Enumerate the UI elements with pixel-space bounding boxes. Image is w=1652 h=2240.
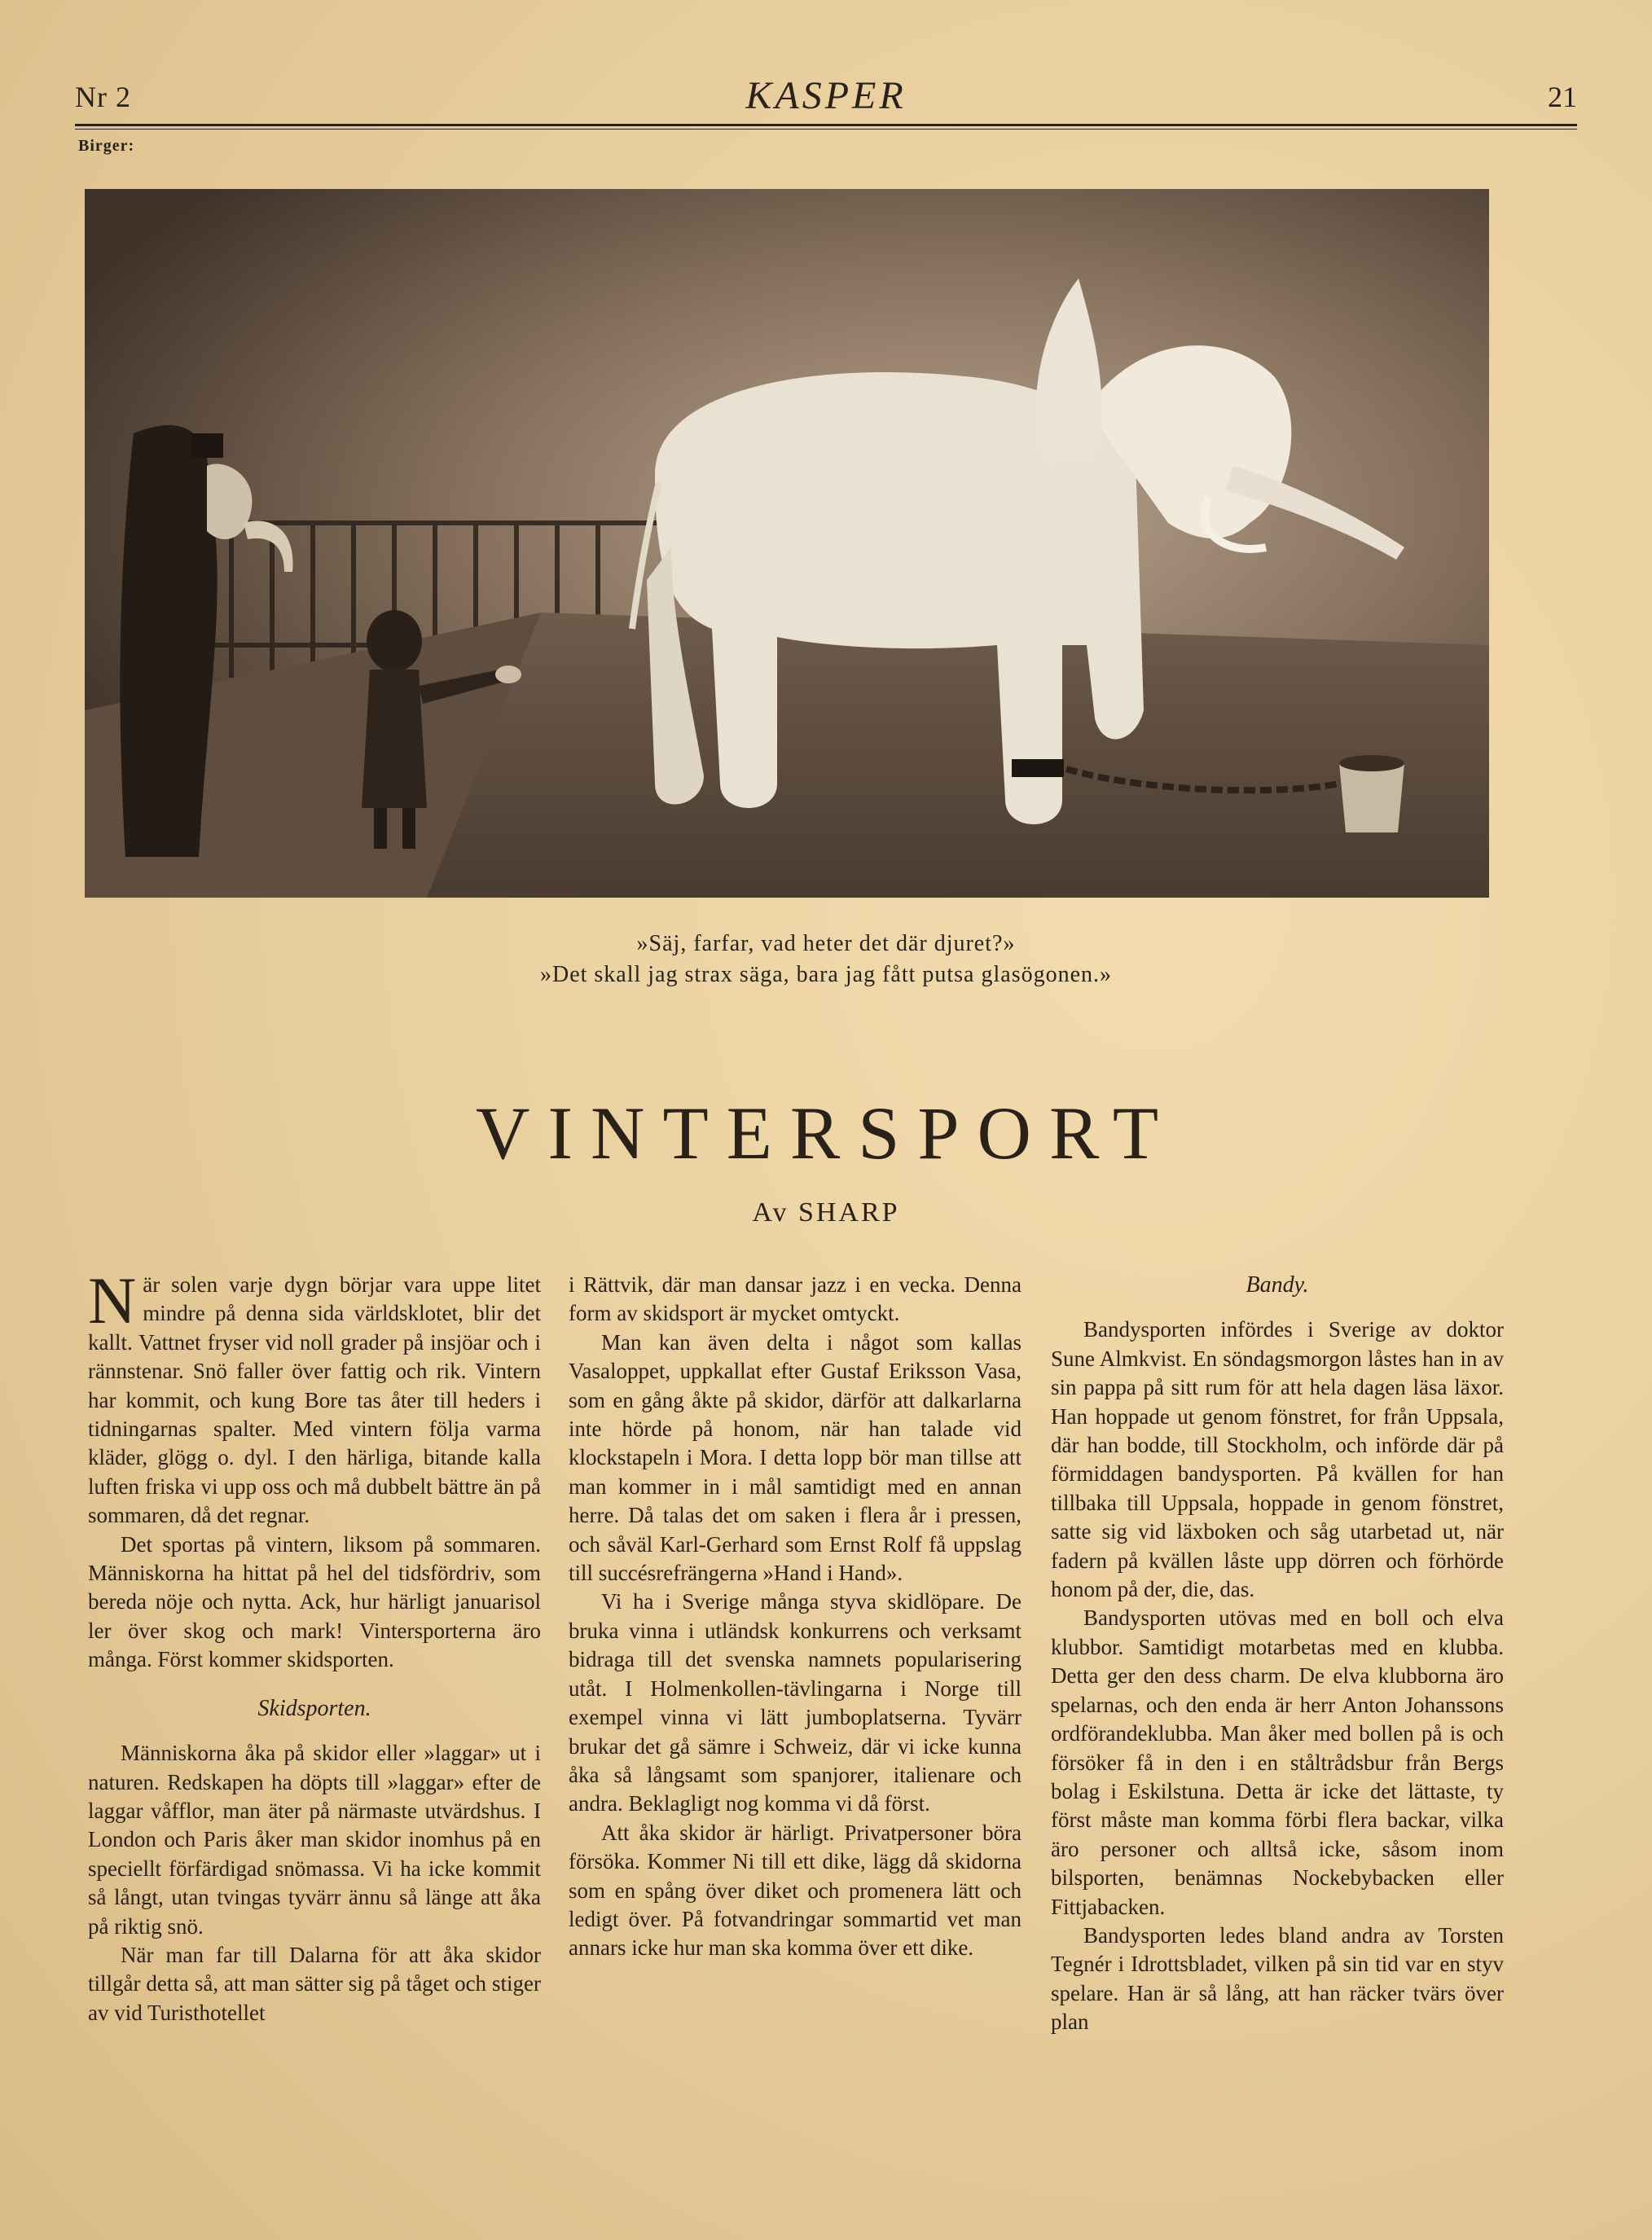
paragraph: Man kan även delta i något som kallas Vasaloppet, uppkallat efter Gustaf Eriksson Vasa, som en gång åkte på skidor, därför att dalkarlarna inte hörde på honom, när han talade vid klockstapeln i Mora. I detta lopp bör man tillse att man kommer in i mål samtidigt med en annan herre. Då talas det om saken i flera år i pressen, och såväl Karl-Gerhard som Ernst Rolf få uppslag till succésrefrängerna »Hand i Hand».: [569, 1329, 1022, 1586]
article-column-1: [88, 1263, 541, 2027]
paragraph: i Rättvik, där man dansar jazz i en vecka. Denna form av skidsport är mycket omtyckt.: [569, 1272, 1022, 1326]
header-rule-thin: [75, 129, 1577, 130]
paragraph: Att åka skidor är härligt. Privatpersoner böra försöka. Kommer Ni till ett dike, lägg då skidorna som en spång över diket och promenera lätt och ledigt över. På fotvandringar sommartid vet man annars icke hur man ska komma över ett dike.: [569, 1820, 1022, 1961]
caption-line: »Säj, farfar, vad heter det där djuret?»: [636, 931, 1016, 956]
paragraph: Bandysporten utövas med en boll och elva klubbor. Samtidigt motarbetas med en klubba. Detta ger den dess charm. De elva klubborna äro spelarnas, och den enda är herr Anton Johanssons ordförandeklubba. Man åker med bollen på is och försöker få in den i en ståltrådsbur från Bergs bolag i Eskilstuna. Detta är icke det lättaste, ty först måste man komma förbi flera backar, vilka äro personer och alltså icke, såsom inom bilsporten, benämnas Nockebybacken eller Fittjabacken.: [1051, 1605, 1504, 1919]
paragraph-text: är solen varje dygn börjar vara uppe litet mindre på denna sida världsklotet, blir det kallt. Vattnet fryser vid noll grader på insjöar och i rännstenar. Snö faller över fattig och rik. Vintern har kommit, och kung Bore tas åter till heders i tidningarnas spalter. Med vintern följa varma kläder, glögg o. dyl. I den härliga, bitande kalla luften friska vi upp oss och må dubbelt bättre än på sommaren, då det regnar.: [88, 1272, 541, 1528]
paragraph: Det sportas på vintern, liksom på sommaren. Människorna ha hittat på hel del tidsfördriv, som bereda nöje och nytta. Ack, hur härligt januarisol ler över skog och mark! Vintersporterna äro många. Först kommer skidsporten.: [88, 1531, 541, 1672]
illustration-caption: [0, 929, 1652, 990]
article-column-3: [1051, 1271, 1504, 2037]
masthead: KASPER: [745, 74, 907, 117]
section-heading-bandy: Bandy.: [1246, 1272, 1309, 1298]
paragraph: När man far till Dalarna för att åka skidor tillgår detta så, att man sätter sig på tåget och stiger av vid Turisthotellet: [88, 1942, 541, 2025]
cartoon-illustration: [85, 189, 1489, 898]
header-rule: [75, 124, 1577, 126]
article-column-2: [569, 1271, 1022, 1963]
article-byline: Av SHARP: [752, 1197, 900, 1228]
paragraph: Bandysporten infördes i Sverige av doktor Sune Almkvist. En söndagsmorgon låstes han in av sin pappa på sitt rum för att hela dagen läsa läxor. Han hoppade ut genom fönstret, for från Uppsala, där han bodde, till Stockholm, och införde där på förmiddagen bandysporten. På kvällen for han tillbaka till Uppsala, hoppade in genom fönstret, satte sig vid läxboken och såg utarbetad ut, när fadern på kvällen låste upp dörren och förhörde honom på der, die, das.: [1051, 1317, 1504, 1602]
paragraph: Bandysporten ledes bland andra av Torsten Tegnér i Idrottsbladet, vilken på sin tid var en styv spelare. Han är så lång, att han räcker tvärs över plan: [1051, 1922, 1504, 2035]
paragraph: Vi ha i Sverige många styva skidlöpare. De bruka vinna i utländsk konkurrens och verksamt bidraga till det svenska namnets popularisering utåt. I Holmenkollen-tävlingarna i Norge till exempel vinna vi lätt jumboplatserna. Tyvärr brukar det gå sämre i Schweiz, där vi icke kunna åka så långsamt som spanjorer, italienare och andra. Beklagligt nog komma vi då först.: [569, 1589, 1022, 1816]
article-title: VINTERSPORT: [475, 1091, 1177, 1175]
artist-signature: Birger:: [78, 137, 135, 155]
page-number: 21: [1548, 81, 1577, 113]
page-header: [75, 74, 1577, 127]
drop-cap: N: [88, 1263, 137, 1337]
paragraph: [88, 1263, 541, 1531]
elephant-zoo-drawing: [85, 189, 1489, 898]
paragraph: Människorna åka på skidor eller »laggar» ut i naturen. Redskapen ha döpts till »laggar» efter de laggar våfflor, man äter på närmaste utvärdshus. I London och Paris åker man skidor inomhus på en speciellt förfärdigad snömassa. Vi ha icke kommit så långt, utan tvingas tyvärr ännu så länge att åka på riktig snö.: [88, 1741, 541, 1939]
issue-number: Nr 2: [75, 81, 131, 113]
caption-line: »Det skall jag strax säga, bara jag fått putsa glasögonen.»: [539, 962, 1113, 987]
section-heading-ski: Skidsporten.: [257, 1695, 371, 1721]
